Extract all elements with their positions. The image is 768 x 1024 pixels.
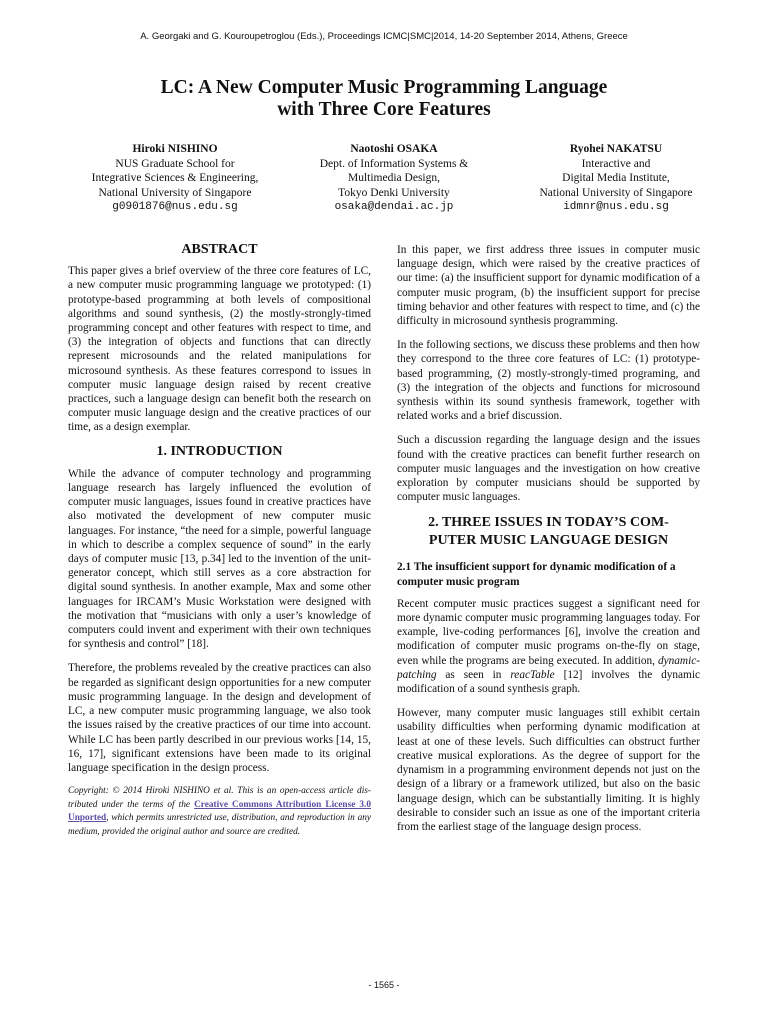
body-paragraph-5: However, many computer music languages still exhibit certain usability difficulties when performing dynamic modification at least at one of these levels. Such difficulties can obstruct further creative musical explorations. As the degree of support for the dynamism in a programming environment depends not just on the design of a library or a framework utilized, but also on the basic language design, which can be substantially limiting. It is highly desirable to consider such an issue as one of the important criteria from the earliest stage of the language design process. [397,707,700,833]
body-paragraph-1: In this paper, we first address three issues in computer music language design, which were raised by the creative practices of our time: (a) the insufficient support for dynamic modification of a computer music program, (b) the insufficient support for precise timing behavior and other features with respect to time, and (c) the difficulty in microsound synthesis programming. [397,244,700,328]
body-paragraph-2: In the following sections, we discuss these problems and then how they correspond to the three core features of LC: (1) prototype-based programming, (2) mostly-strongly-timed programing, and (3) the integration of the objects and functions for microsound synthesis within its sound synthesis framework, together with related works and a brief discussion. [397,339,700,423]
author-name: Hiroki NISHINO [132,143,218,155]
reactable-term: reacTable [510,668,555,681]
body-paragraph-4-text: Recent computer music practices suggest a significant need for more dynamic computer music programming languages today. For example, live-coding performances [6], involve the creation and modification of computer music programs on-the-fly on stage, even while the programs are being executed. In addition, [397,597,700,667]
intro-paragraph-1: While the advance of computer technology and programming language research has largely influenced the evolution of computer music languages, issues found in creative practices have also motivated the development of new computer music languages. For instance, “the need for a simple, powerful language in which to describe a complex sequence of sound” in the early days of computer music [13, p.34] led to the invention of the unit-generator concept, which still serves as a core abstraction for digital sound synthesis. In another example, Max and some other languages for IRCAM’s Music Workstation were designed with the motivation that “musicians with only a user’s knowledge of computers could invent and experiment with their own techniques for synthesis and control” [18]. [68,467,371,651]
paper-title [0,77,768,121]
body-paragraph-4 [397,597,700,696]
author-affiliation: Digital Media Institute, [562,172,670,184]
copyright-notice [68,785,371,839]
section-2-heading-line-1: 2. THREE ISSUES IN TODAY’S COM- [428,515,669,531]
body-paragraph-4-text: [12] involves the dynamic modification of a sound synthesis graph. [397,668,700,696]
author-email: idmnr@nus.edu.sg [563,201,669,213]
left-column [68,243,371,839]
author-affiliation: National University of Singapore [539,186,693,199]
section-2-heading [397,514,700,550]
author-affiliation: Tokyo Denki University [338,186,450,199]
intro-paragraph-2: Therefore, the problems revealed by the creative practices can also be regarded as significant design opportunities for a new computer music programming language. In the design and development of LC, a new computer music programming language, we also took the issues raised by the creative practices of our time into account. While LC has been partly described in our previous works [14, 15, 16, 17], significant extensions have been made to its original language specification in the design process. [68,662,371,774]
copyright-text: Copyright: © 2014 Hiroki NISHINO et al. This is an open-access article dis- tributed under the terms of the [68,786,371,810]
proceedings-header: A. Georgaki and G. Kouroupetroglou (Eds.), Proceedings ICMC|SMC|2014, 14-20 September 2014, Athens, Greece [140,31,628,42]
author-affiliation: Integrative Sciences & Engineering, [91,172,259,184]
body-paragraph-4-text: as seen in [436,668,511,681]
page-number: - 1565 - [368,980,400,990]
author-affiliation: NUS Graduate School for [115,157,235,170]
subsection-2-1-heading: 2.1 The insufficient support for dynamic modification of a computer music program [397,561,676,588]
right-column [397,243,700,844]
author-email: g0901876@nus.edu.sg [112,201,238,213]
author-name: Ryohei NAKATSU [569,143,663,155]
introduction-heading: 1. INTRODUCTION [156,443,283,459]
dynamic-patching-term: dynamic-patching [397,654,700,681]
author-block-3 [501,142,731,215]
body-paragraph-3: Such a discussion regarding the language design and the issues found with the creative practices can benefit further research on computer music languages and the investigation on how creative exploration by computer musicians should be supported by computer music languages. [397,434,700,504]
abstract-text: This paper gives a brief overview of the three core features of LC, a new computer music programming language we prototyped: (1) prototype-based programming at both levels of compositional algorithms and sound synthesis, (2) the mostly-strongly-timed programming concept and other features with respect to time, and (3) the integration of objects and functions that can directly represent microsounds and the related manipulations for microsound synthesis. As these features correspond to issues in computer music language design raised by recent creative practices, such a language design can benefit both the research on computer music language design and the creative practices of our time, as a design exemplar. [68,265,371,434]
copyright-text-end: , which permits unrestricted use, distribution, and reproduction in any medium, provided the original author and source are credited. [68,813,371,837]
author-block-2 [279,142,509,215]
section-2-heading-line-2: PUTER MUSIC LANGUAGE DESIGN [428,533,669,549]
title-line-1: LC: A New Computer Music Programming Language [160,77,608,98]
author-name: Naotoshi OSAKA [350,143,438,155]
title-line-2: with Three Core Features [277,99,491,120]
cc-license-link[interactable]: Creative Commons Attribution License 3.0 Unported [68,799,372,824]
author-affiliation: Multimedia Design, [348,172,440,184]
author-email: osaka@dendai.ac.jp [334,201,454,213]
author-block-1 [60,142,290,215]
abstract-heading: ABSTRACT [181,242,258,257]
author-affiliation: National University of Singapore [98,186,252,199]
author-affiliation: Dept. of Information Systems & [319,157,469,170]
author-affiliation: Interactive and [581,157,651,170]
